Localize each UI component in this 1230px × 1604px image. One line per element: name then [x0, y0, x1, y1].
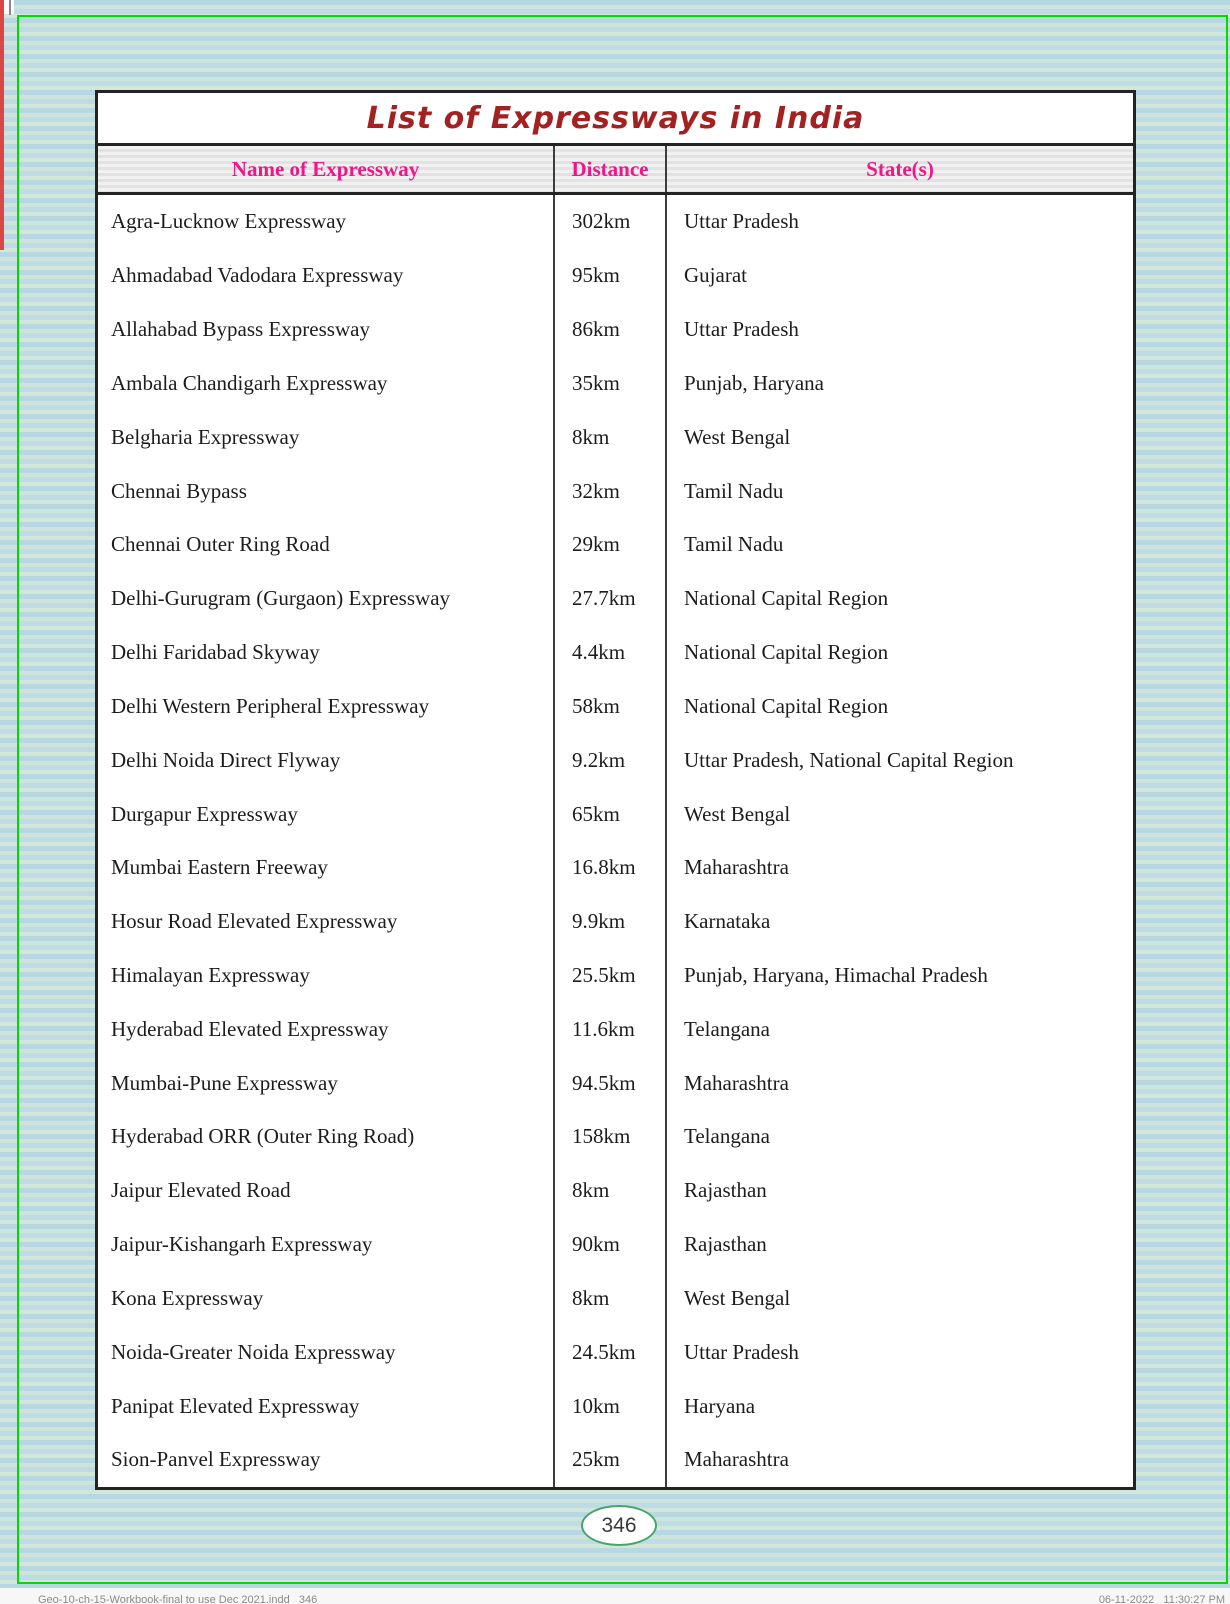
- expressway-name-cell: Sion-Panvel Expressway: [111, 1447, 321, 1472]
- expressway-name-cell: Delhi Noida Direct Flyway: [111, 747, 341, 772]
- expressway-states-cell: Maharashtra: [665, 841, 1133, 895]
- expressway-states-cell: Uttar Pradesh: [665, 1325, 1133, 1379]
- table-title-row: [98, 93, 1133, 146]
- table-row: [98, 1002, 1133, 1056]
- expressway-distance-cell: 35km: [553, 356, 665, 410]
- table-row: [98, 303, 1133, 357]
- expressway-name-cell: Allahabad Bypass Expressway: [111, 317, 370, 342]
- page-number: 346: [601, 1513, 637, 1537]
- expressway-states-cell: West Bengal: [665, 1272, 1133, 1326]
- expressway-states-cell: Maharashtra: [665, 1056, 1133, 1110]
- table-row: [98, 1325, 1133, 1379]
- expressway-distance-cell: 32km: [553, 464, 665, 518]
- table-row: [98, 787, 1133, 841]
- expressway-name-cell: Himalayan Expressway: [111, 963, 310, 987]
- expressway-distance-cell: 9.9km: [553, 895, 665, 949]
- expressway-name-cell: Delhi Faridabad Skyway: [111, 640, 320, 665]
- expressway-name-cell: Panipat Elevated Expressway: [111, 1393, 360, 1418]
- table-row: [98, 626, 1133, 680]
- footer-timestamp: 06-11-2022 11:30:27 PM: [1098, 1594, 1225, 1604]
- expressway-distance-cell: 25km: [553, 1433, 665, 1487]
- page-edge-artifact-red: [0, 0, 4, 250]
- table-row: [98, 572, 1133, 626]
- table-row: [98, 410, 1133, 464]
- table-row: [98, 949, 1133, 1003]
- table-header-row: [98, 146, 1133, 195]
- table-row: [98, 518, 1133, 572]
- expressway-name-cell: Jaipur-Kishangarh Expressway: [111, 1232, 373, 1257]
- table-row: [98, 1218, 1133, 1272]
- expressway-states-cell: Haryana: [665, 1379, 1133, 1433]
- expressway-distance-cell: 27.7km: [553, 572, 665, 626]
- expressway-distance-cell: 58km: [553, 679, 665, 733]
- expressway-distance-cell: 16.8km: [553, 841, 665, 895]
- expressway-name-cell: Durgapur Expressway: [111, 801, 298, 826]
- expressway-states-cell: Rajasthan: [665, 1164, 1133, 1218]
- expressway-distance-cell: 29km: [553, 518, 665, 572]
- expressway-states-cell: Uttar Pradesh, National Capital Region: [665, 733, 1133, 787]
- expressway-distance-cell: 4.4km: [553, 626, 665, 680]
- expressway-states-cell: National Capital Region: [665, 572, 1133, 626]
- expressway-distance-cell: 8km: [553, 1272, 665, 1326]
- page-number-badge: [581, 1505, 657, 1546]
- expressway-states-cell: West Bengal: [665, 787, 1133, 841]
- expressway-distance-cell: 95km: [553, 249, 665, 303]
- expressway-name-cell: Ambala Chandigarh Expressway: [111, 370, 388, 395]
- table-body: [98, 195, 1133, 1487]
- expressway-states-cell: Rajasthan: [665, 1218, 1133, 1272]
- table-row: [98, 895, 1133, 949]
- table-row: [98, 1272, 1133, 1326]
- table-row: [98, 1110, 1133, 1164]
- expressway-name-cell: Agra-Lucknow Expressway: [111, 209, 347, 234]
- expressway-states-cell: Uttar Pradesh: [665, 303, 1133, 357]
- table-row: [98, 1164, 1133, 1218]
- expressway-distance-cell: 158km: [553, 1110, 665, 1164]
- expressway-distance-cell: 86km: [553, 303, 665, 357]
- expressway-name-cell: Kona Expressway: [111, 1285, 264, 1310]
- table-row: [98, 733, 1133, 787]
- table-row: [98, 356, 1133, 410]
- expressway-states-cell: Tamil Nadu: [665, 464, 1133, 518]
- table-row: [98, 195, 1133, 249]
- expressway-name-cell: Mumbai-Pune Expressway: [111, 1070, 338, 1095]
- expressway-name-cell: Noida-Greater Noida Expressway: [111, 1339, 396, 1364]
- expressway-states-cell: Punjab, Haryana: [665, 356, 1133, 410]
- expressway-states-cell: Telangana: [665, 1002, 1133, 1056]
- expressway-states-cell: Uttar Pradesh: [665, 195, 1133, 249]
- expressway-distance-cell: 302km: [553, 195, 665, 249]
- expressway-distance-cell: 11.6km: [553, 1002, 665, 1056]
- expressway-name-cell: Hyderabad Elevated Expressway: [111, 1016, 389, 1041]
- expressway-name-cell: Chennai Outer Ring Road: [111, 532, 330, 557]
- expressway-states-cell: Telangana: [665, 1110, 1133, 1164]
- expressway-distance-cell: 9.2km: [553, 733, 665, 787]
- print-footer: [0, 1588, 1230, 1604]
- column-header-states: State(s): [665, 146, 1133, 192]
- expressway-name-cell: Hosur Road Elevated Expressway: [111, 909, 398, 934]
- expressway-states-cell: Gujarat: [665, 249, 1133, 303]
- column-header-name: Name of Expressway: [231, 156, 420, 181]
- footer-filename: Geo-10-ch-15-Workbook-final to use Dec 2021.indd 346: [38, 1594, 318, 1604]
- expressway-name-cell: Mumbai Eastern Freeway: [111, 855, 328, 880]
- expressway-states-cell: Tamil Nadu: [665, 518, 1133, 572]
- expressway-distance-cell: 90km: [553, 1218, 665, 1272]
- table-row: [98, 841, 1133, 895]
- expressway-distance-cell: 65km: [553, 787, 665, 841]
- expressway-name-cell: Belgharia Expressway: [111, 424, 300, 449]
- column-header-distance: Distance: [553, 146, 665, 192]
- expressway-distance-cell: 24.5km: [553, 1325, 665, 1379]
- table-row: [98, 1379, 1133, 1433]
- expressway-distance-cell: 8km: [553, 1164, 665, 1218]
- table-row: [98, 1056, 1133, 1110]
- expressway-name-cell: Ahmadabad Vadodara Expressway: [111, 263, 404, 288]
- expressway-states-cell: National Capital Region: [665, 679, 1133, 733]
- page-title: List of Expressways in India: [366, 100, 865, 136]
- expressways-table: [95, 90, 1136, 1490]
- expressway-name-cell: Delhi Western Peripheral Expressway: [111, 693, 430, 718]
- table-row: [98, 1433, 1133, 1487]
- expressway-states-cell: West Bengal: [665, 410, 1133, 464]
- expressway-states-cell: Karnataka: [665, 895, 1133, 949]
- expressway-states-cell: National Capital Region: [665, 626, 1133, 680]
- table-row: [98, 679, 1133, 733]
- expressway-name-cell: Hyderabad ORR (Outer Ring Road): [111, 1124, 415, 1149]
- expressway-name-cell: Jaipur Elevated Road: [111, 1178, 291, 1203]
- table-row: [98, 249, 1133, 303]
- expressway-states-cell: Maharashtra: [665, 1433, 1133, 1487]
- expressway-distance-cell: 25.5km: [553, 949, 665, 1003]
- page-edge-tick-top: [9, 0, 11, 15]
- expressway-distance-cell: 8km: [553, 410, 665, 464]
- table-row: [98, 464, 1133, 518]
- expressway-name-cell: Chennai Bypass: [111, 478, 247, 503]
- expressway-name-cell: Delhi-Gurugram (Gurgaon) Expressway: [111, 586, 451, 611]
- expressway-states-cell: Punjab, Haryana, Himachal Pradesh: [665, 949, 1133, 1003]
- expressway-distance-cell: 94.5km: [553, 1056, 665, 1110]
- expressway-distance-cell: 10km: [553, 1379, 665, 1433]
